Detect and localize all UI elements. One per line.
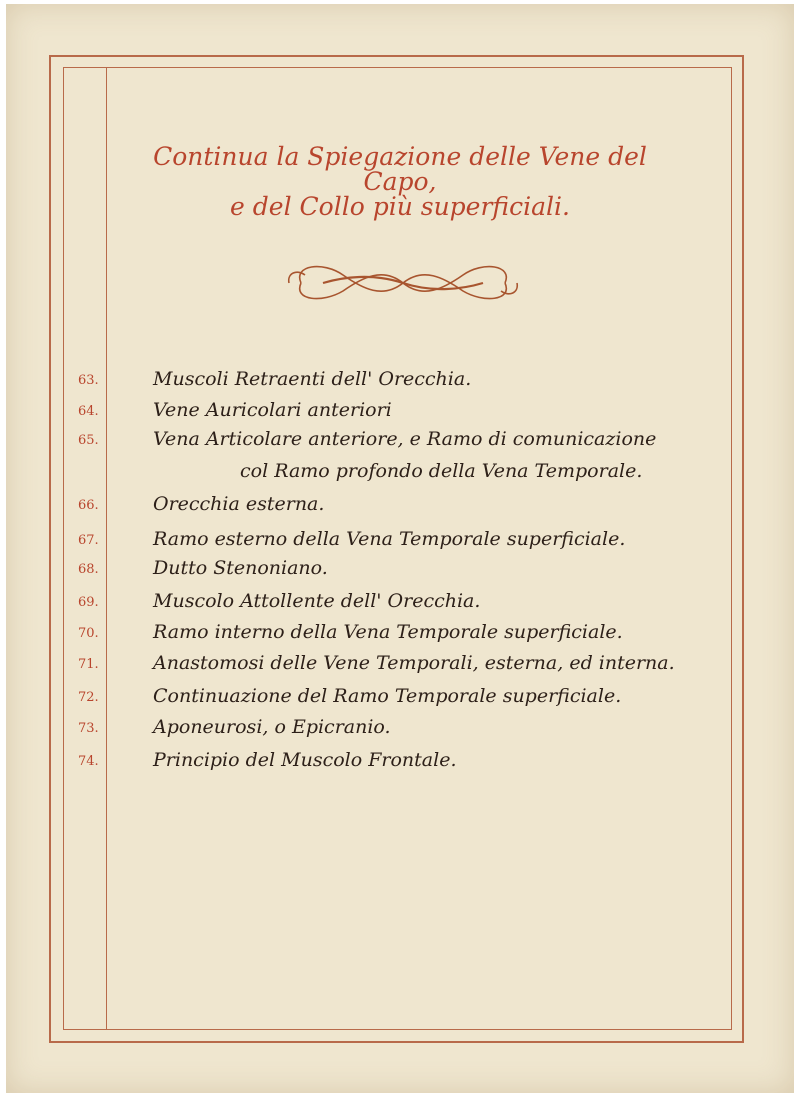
- entry-number: 65.: [78, 433, 99, 448]
- list-item: [0, 398, 800, 428]
- list-item: [0, 367, 800, 397]
- list-item: [0, 620, 800, 650]
- entry-text: Vene Auricolari anteriori: [153, 399, 392, 421]
- list-item: [0, 748, 800, 778]
- entry-number: 71.: [78, 657, 99, 672]
- page-title-line-1: Continua la Spiegazione delle Vene del Capo,: [153, 142, 647, 196]
- entry-number: 63.: [78, 373, 99, 388]
- entry-number: 70.: [78, 626, 99, 641]
- entry-text: Continuazione del Ramo Temporale superficiale.: [153, 685, 622, 707]
- list-item: [0, 715, 800, 745]
- entry-text: Dutto Stenoniano.: [153, 557, 328, 579]
- entry-number: 69.: [78, 595, 99, 610]
- list-item: [0, 589, 800, 619]
- list-item: [0, 492, 800, 522]
- list-item: [0, 651, 800, 681]
- entry-text: Orecchia esterna.: [153, 493, 325, 515]
- entry-text: Ramo interno della Vena Temporale superficiale.: [153, 621, 623, 643]
- entry-number: 67.: [78, 533, 99, 548]
- entry-text: Muscoli Retraenti dell' Orecchia.: [153, 368, 472, 390]
- entry-number: 64.: [78, 404, 99, 419]
- list-item: [0, 427, 800, 482]
- entry-text: Principio del Muscolo Frontale.: [153, 749, 457, 771]
- list-item: [0, 527, 800, 557]
- entry-text-continuation: col Ramo profondo della Vena Temporale.: [240, 460, 643, 482]
- entry-text: Aponeurosi, o Epicranio.: [153, 716, 391, 738]
- entry-text: Anastomosi delle Vene Temporali, esterna, ed interna.: [153, 652, 675, 674]
- entry-text: Vena Articolare anteriore, e Ramo di comunicazione: [153, 428, 657, 450]
- entry-text: Ramo esterno della Vena Temporale superficiale.: [153, 528, 626, 550]
- entry-number: 72.: [78, 690, 99, 705]
- entry-number: 66.: [78, 498, 99, 513]
- entry-text: Muscolo Attollente dell' Orecchia.: [153, 590, 481, 612]
- entry-number: 74.: [78, 754, 99, 769]
- entry-number: 73.: [78, 721, 99, 736]
- list-item: [0, 556, 800, 586]
- entry-number: 68.: [78, 562, 99, 577]
- page-title-line-2: e del Collo più superficiali.: [230, 192, 570, 221]
- list-item: [0, 684, 800, 714]
- flourish-ornament: [283, 255, 523, 311]
